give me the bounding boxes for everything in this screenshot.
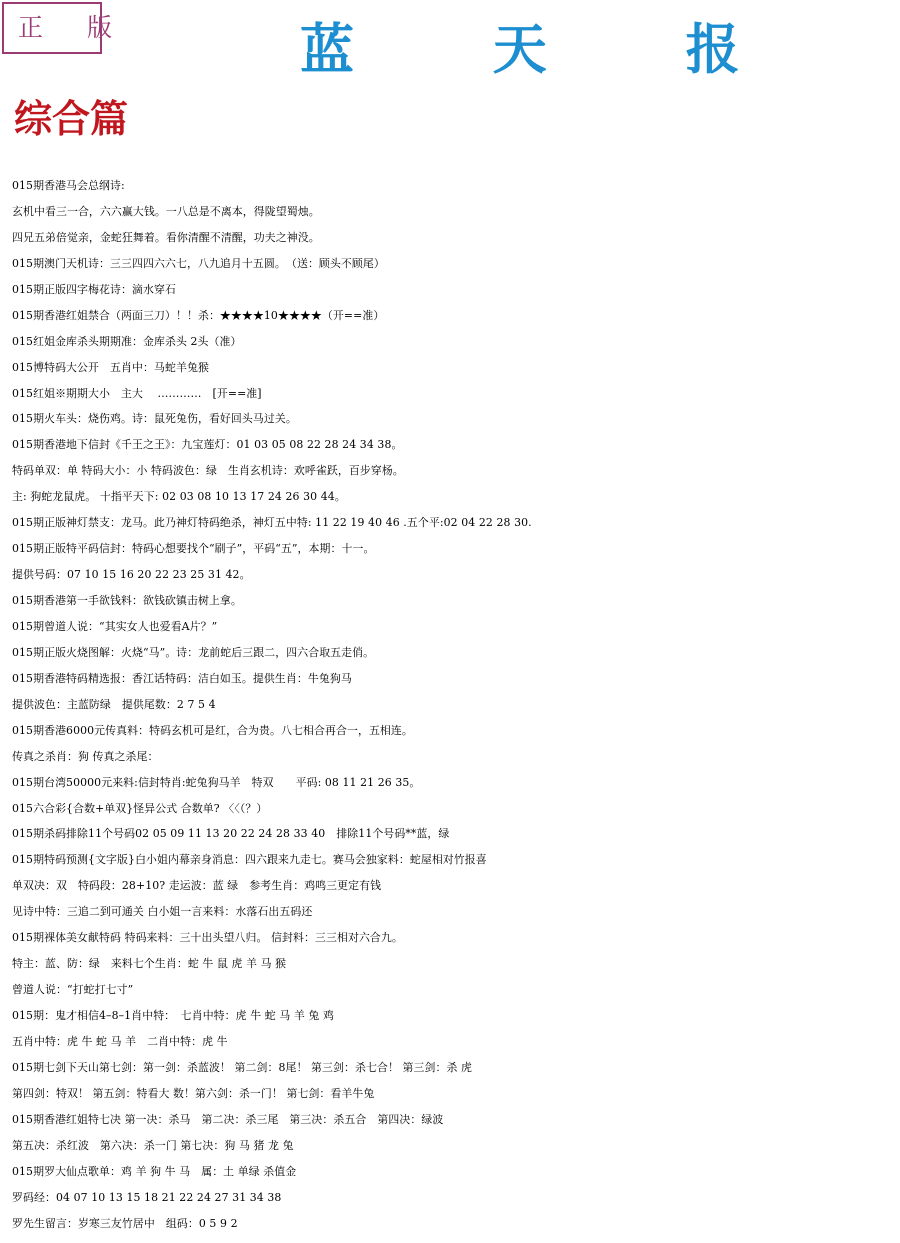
text-line: 015期罗大仙点歌单：鸡 羊 狗 牛 马 属：土 单绿 杀值金 <box>12 1164 297 1178</box>
text-line: 015期正版四字梅花诗：滴水穿石 <box>12 282 176 296</box>
text-line: 第四剑：特双！ 第五剑：特看大 数！第六剑：杀一门！ 第七剑：看羊牛兔 <box>12 1086 375 1100</box>
section-title: 综合篇 <box>14 96 129 141</box>
text-line: 015期正版火烧图解：火烧“马”。诗：龙前蛇后三跟二，四六合取五走俏。 <box>12 645 375 659</box>
text-line: 015期裸体美女献特码 特码来料：三十出头望八归。 信封料：三三相对六合九。 <box>12 931 403 945</box>
text-line: 特码单双：单 特码大小：小 特码波色：绿 生肖玄机诗：欢呼雀跃，百步穿杨。 <box>12 464 404 478</box>
text-line: 015红姐※期期大小 主大 ………… [开==准] <box>12 386 262 400</box>
text-line: 罗码经：04 07 10 13 15 18 21 22 24 27 31 34 38 <box>12 1190 282 1204</box>
text-line: 主: 狗蛇龙鼠虎。 十指平天下: 02 03 08 10 13 17 24 26 30 44。 <box>12 490 346 504</box>
text-line: 玄机中看三一合，六六赢大钱。一八总是不离本，得陇望蜀烛。 <box>12 204 320 218</box>
text-line: 015红姐金库杀头期期准：金库杀头 2头（准） <box>12 334 242 348</box>
text-line: 五肖中特：虎 牛 蛇 马 羊 二肖中特：虎 牛 <box>12 1034 228 1048</box>
edition-badge: 正 版 <box>2 2 102 54</box>
text-line: 015期：鬼才相信4–8–1肖中特： 七肖中特：虎 牛 蛇 马 羊 兔 鸡 <box>12 1009 334 1022</box>
text-line: 015期香港6000元传真料：特码玄机可是红，合为贵。八七相合再合一，五相连。 <box>12 723 413 737</box>
text-line: 单双决：双 特码段：28+10? 走运波：蓝 绿 参考生肖：鸡鸣三更定有钱 <box>12 879 382 893</box>
text-line: 015期曾道人说：“其实女人也爱看A片？” <box>12 619 218 633</box>
text-line: 第五决：杀红波 第六决：杀一门 第七决：狗 马 猪 龙 兔 <box>12 1138 294 1152</box>
text-line: 015期香港第一手欲钱料：欲钱砍镇击树上拿。 <box>12 594 242 607</box>
text-line: 015期香港地下信封《千王之王》：九宝莲灯：01 03 05 08 22 28 24 34 38。 <box>12 438 403 452</box>
text-line: 015期正版神灯禁支：龙马。此乃神灯特码绝杀，神灯五中特: 11 22 19 40 46 .五个平:02 04 22 28 30. <box>12 516 532 530</box>
text-line: 015期杀码排除11个号码02 05 09 11 13 20 22 24 28 33 40 排除11个号码**蓝，绿 <box>12 827 450 841</box>
text-line: 015期澳门天机诗：三三四四六六七，八九追月十五圆。 （送：顾头不顾尾） <box>12 256 385 270</box>
text-line: 罗先生留言：岁寒三友竹居中 组码：0 5 9 2 <box>12 1216 238 1230</box>
text-line: 015六合彩{合数+单双}怪异公式 合数单? 〈〈（？） <box>12 801 268 815</box>
text-line: 015期台湾50000元来料:信封特肖:蛇兔狗马羊 特双 平码: 08 11 21 26 35。 <box>12 775 421 789</box>
text-line: 015期香港红姐特七决 第一决：杀马 第二决：杀三尾 第三决：杀五合 第四决：绿波 <box>12 1112 444 1126</box>
text-line: 传真之杀肖：狗 传真之杀尾： <box>12 749 159 763</box>
text-line: 提供波色：主蓝防绿 提供尾数：2 7 5 4 <box>12 697 216 711</box>
text-lines <box>12 173 898 1236</box>
newspaper-title: 蓝 天 报 <box>300 17 800 81</box>
text-line: 提供号码：07 10 15 16 20 22 23 25 31 42。 <box>12 568 251 582</box>
text-line: 015期正版特平码信封：特码心想要找个“刷子”，平码“五”，本期：十一。 <box>12 542 375 556</box>
text-line: 曾道人说：“打蛇打七寸” <box>12 983 134 997</box>
text-line: 015期特码预测{文字版}白小姐内幕亲身消息：四六跟来九走七。赛马会独家料：蛇屋相对竹报喜 <box>12 853 487 867</box>
text-line: 015期香港红姐禁合（两面三刀）！！杀：★★★★10★★★★（开==准） <box>12 308 385 322</box>
text-line: 015期香港马会总纲诗: <box>12 179 125 192</box>
text-line: 特主：蓝、防：绿 来料七个生肖：蛇 牛 鼠 虎 羊 马 猴 <box>12 957 287 971</box>
text-line: 015博特码大公开 五肖中：马蛇羊兔猴 <box>12 360 209 374</box>
text-line: 015期火车头：烧伤鸡。诗：鼠死兔伤，看好回头马过关。 <box>12 412 297 426</box>
text-line: 015期香港特码精选报：香江话特码：洁白如玉。提供生肖：牛兔狗马 <box>12 671 352 685</box>
text-line: 015期七剑下天山第七剑：第一剑：杀蓝波！ 第二剑：8尾！ 第三剑：杀七合！ 第三剑：杀 虎 <box>12 1060 473 1074</box>
text-line: 四兄五弟倍觉亲，金蛇狂舞着。看你清醒不清醒，功夫之神没。 <box>12 230 320 244</box>
text-line: 见诗中特：三追二到可通关 白小姐一言来料：水落石出五码还 <box>12 905 313 919</box>
